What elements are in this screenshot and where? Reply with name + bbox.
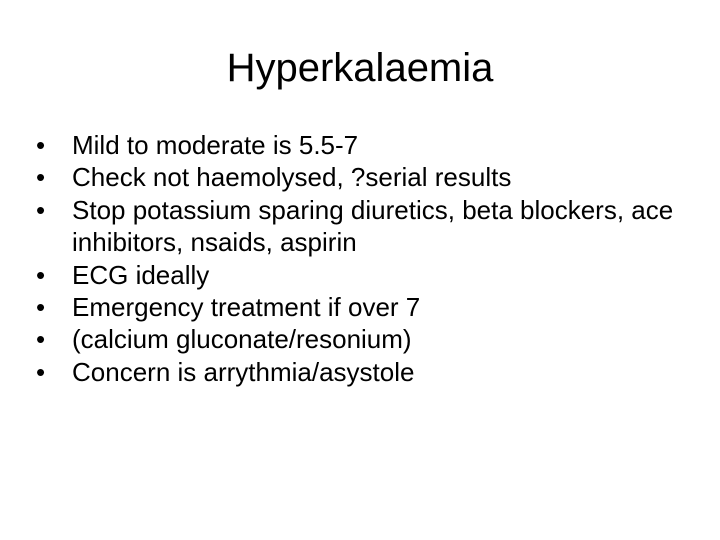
bullet-text: ECG ideally bbox=[72, 259, 210, 290]
slide-title: Hyperkalaemia bbox=[226, 46, 494, 90]
bullet-text: Emergency treatment if over 7 bbox=[72, 292, 421, 323]
bullet-item bbox=[36, 291, 686, 323]
bullet-text: Stop potassium sparing diuretics, beta blockers, ace inhibitors, nsaids, aspirin bbox=[72, 194, 674, 258]
bullet-icon: • bbox=[36, 162, 46, 193]
bullet-text: Concern is arrythmia/asystole bbox=[72, 356, 415, 387]
bullet-list bbox=[36, 129, 686, 388]
bullet-icon: • bbox=[36, 292, 46, 323]
bullet-item bbox=[36, 323, 686, 355]
bullet-icon: • bbox=[36, 356, 46, 387]
bullet-item bbox=[36, 194, 686, 259]
bullet-text: Mild to moderate is 5.5-7 bbox=[72, 130, 359, 160]
bullet-item bbox=[36, 356, 686, 388]
bullet-item bbox=[36, 161, 686, 193]
bullet-icon: • bbox=[36, 324, 46, 355]
bullet-text: Check not haemolysed, ?serial results bbox=[72, 162, 512, 193]
bullet-icon: • bbox=[36, 130, 46, 160]
bullet-text: (calcium gluconate/resonium) bbox=[72, 324, 412, 355]
bullet-icon: • bbox=[36, 194, 46, 225]
bullet-icon: • bbox=[36, 259, 46, 290]
bullet-item bbox=[36, 129, 686, 161]
bullet-item bbox=[36, 259, 686, 291]
